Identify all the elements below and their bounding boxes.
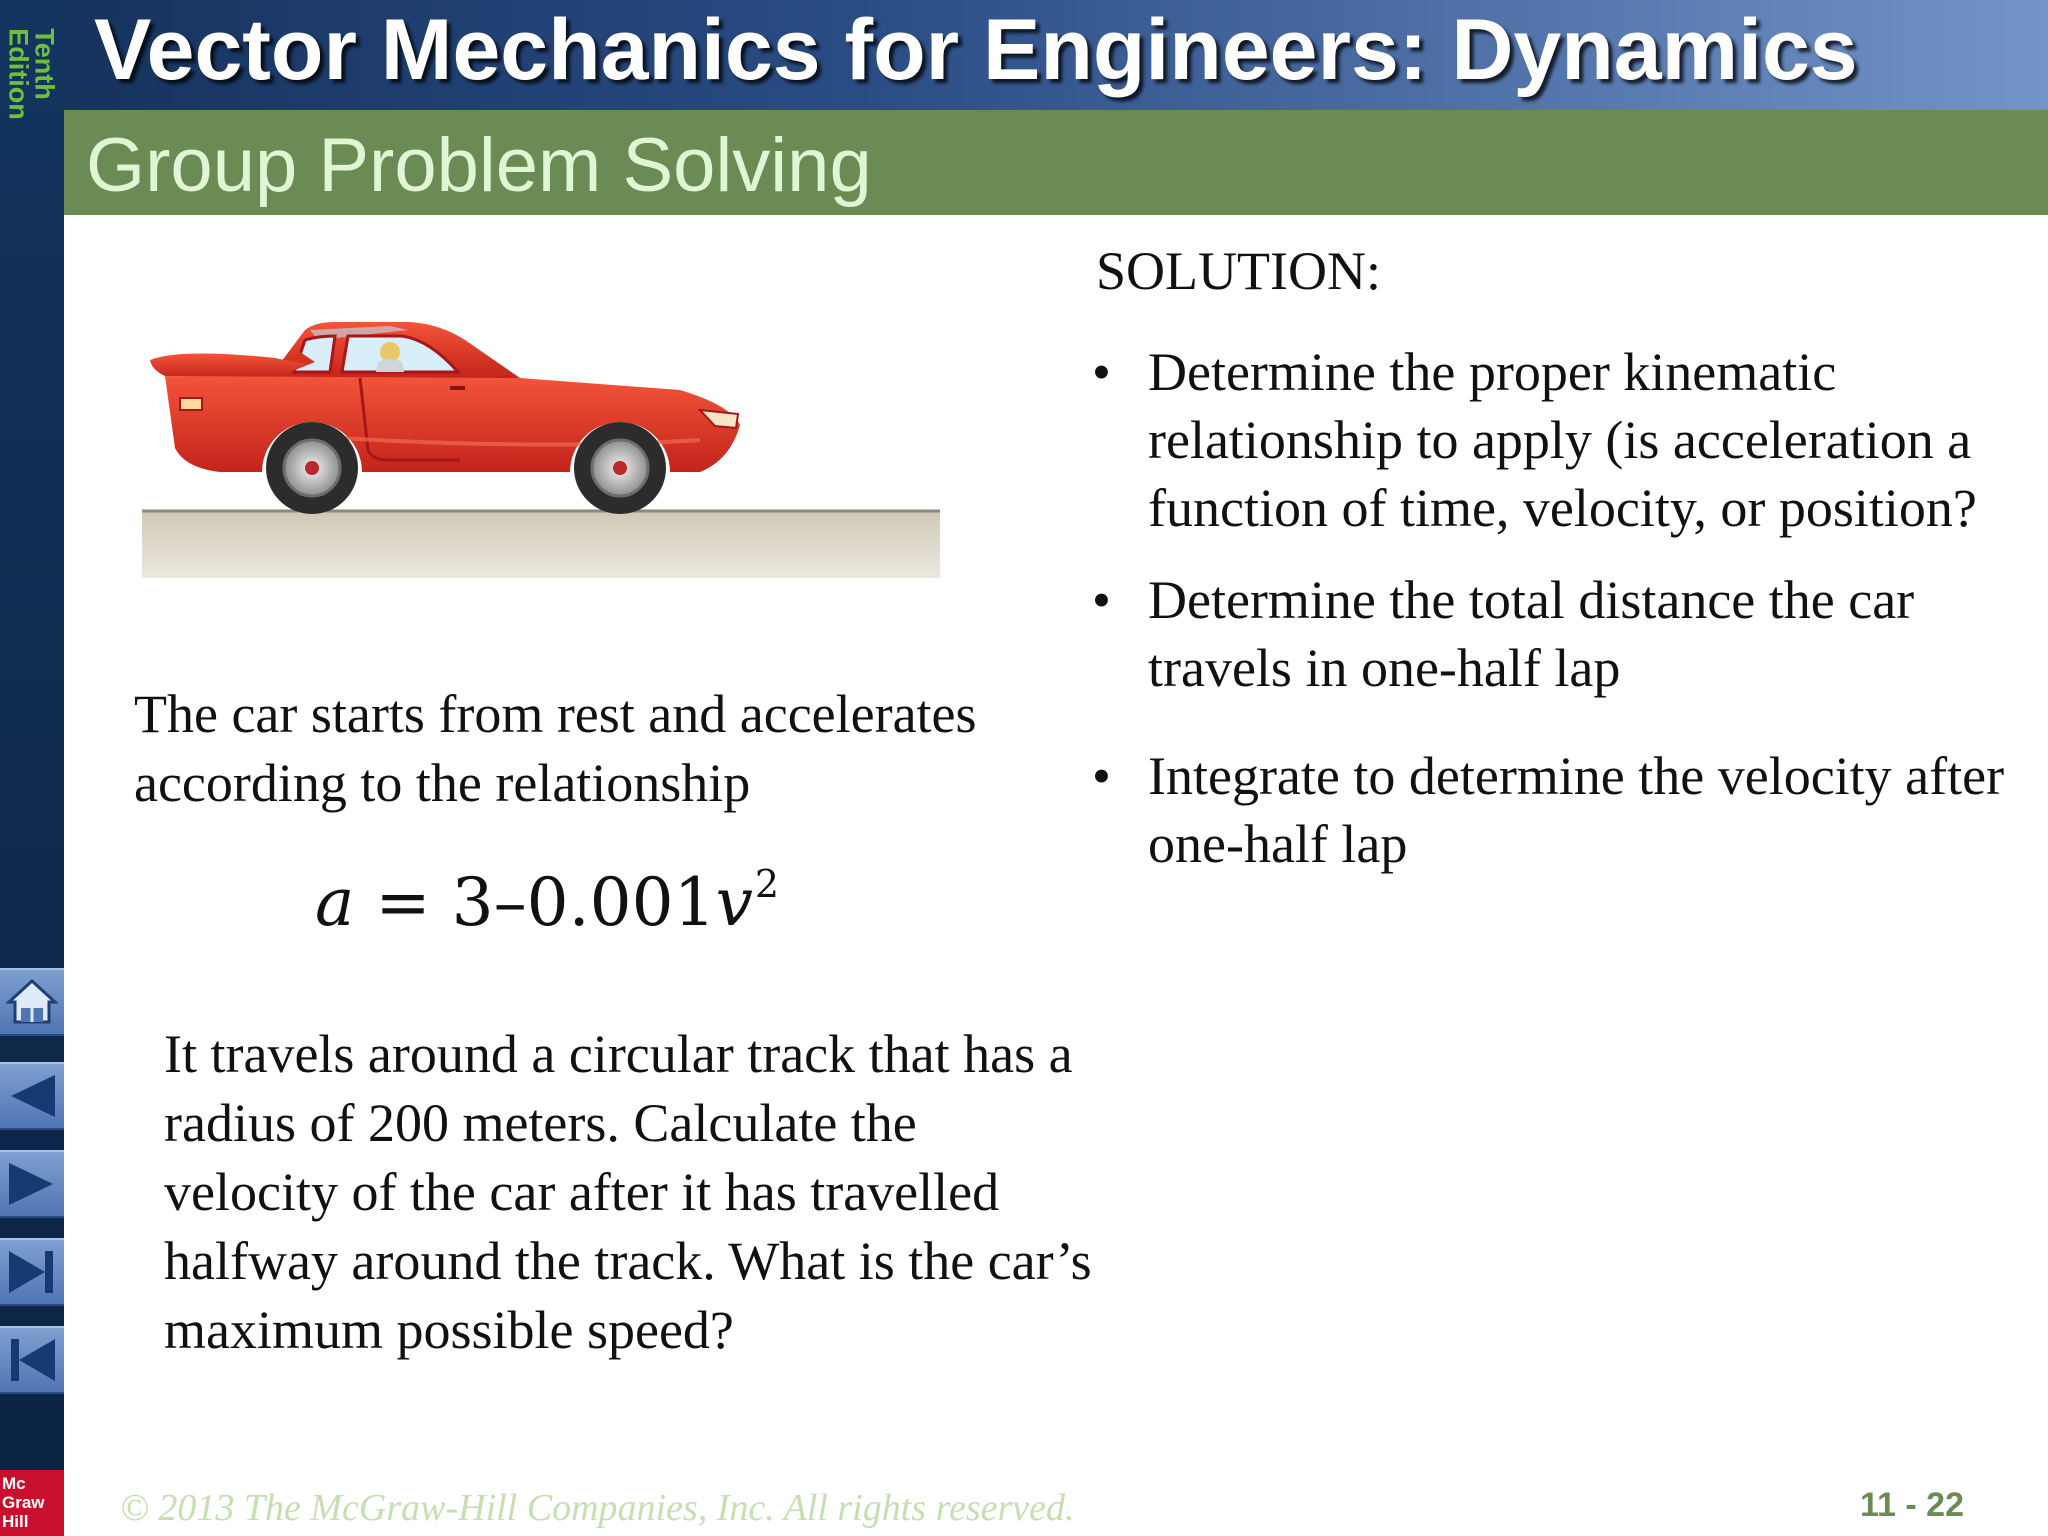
road <box>142 510 940 578</box>
slide-title: Group Problem Solving <box>86 123 872 208</box>
logo-line1: Mc <box>2 1474 26 1493</box>
problem-body: It travels around a circular track that has a radius of 200 meters. Calculate the velocity of the car after it has travelled halfway around the track. What is the car’s maximum possible speed? <box>164 1024 1092 1360</box>
step-text: Integrate to determine the velocity after one-half lap <box>1148 746 2005 874</box>
left-sidebar <box>0 0 64 1536</box>
solution-step <box>1092 566 2012 702</box>
bullet: • <box>1092 746 1111 806</box>
step-text: Determine the proper kinematic relationship to apply (is acceleration a function of time, velocity, or position? <box>1148 342 1977 538</box>
title-bar <box>64 0 2048 110</box>
previous-button[interactable] <box>0 1062 64 1130</box>
edition-line1: Tenth <box>30 28 61 100</box>
next-icon <box>5 1157 59 1211</box>
home-button[interactable] <box>0 968 64 1036</box>
acceleration-equation <box>315 862 779 941</box>
logo-line3: Hill <box>2 1512 29 1531</box>
car-illustration <box>140 300 940 590</box>
solution-heading: SOLUTION: <box>1096 241 1381 301</box>
page-number: 11 - 22 <box>1860 1486 1964 1524</box>
subtitle-bar <box>64 110 2048 215</box>
solution-steps <box>1092 338 2012 878</box>
eq-minus: – <box>493 864 527 941</box>
step-text: Determine the total distance the car travels in one-half lap <box>1148 570 1915 698</box>
book-title: Vector Mechanics for Engineers: Dynamics <box>94 2 1858 98</box>
eq-const: 3 <box>451 864 494 941</box>
last-icon <box>5 1245 59 1299</box>
problem-intro: The car starts from rest and accelerates according to the relationship <box>134 684 977 813</box>
next-button[interactable] <box>0 1150 64 1218</box>
edition-line2: Edition <box>4 28 35 120</box>
eq-var: v <box>715 864 753 941</box>
eq-exponent: 2 <box>754 862 780 906</box>
first-slide-button[interactable] <box>0 1326 64 1394</box>
eq-equals: = <box>375 864 431 941</box>
home-icon <box>5 975 59 1029</box>
mcgraw-hill-logo <box>0 1470 64 1536</box>
last-slide-button[interactable] <box>0 1238 64 1306</box>
bullet: • <box>1092 342 1111 402</box>
copyright-notice: © 2013 The McGraw-Hill Companies, Inc. All rights reserved. <box>120 1487 1075 1529</box>
previous-icon <box>5 1069 59 1123</box>
front-wheel <box>574 422 666 514</box>
rear-wheel <box>266 422 358 514</box>
solution-step <box>1092 742 2012 878</box>
logo-line2: Graw <box>2 1493 45 1512</box>
solution-step <box>1092 338 2012 542</box>
bullet: • <box>1092 570 1111 630</box>
edition-label <box>0 0 64 130</box>
eq-coef: 0.001 <box>526 864 716 941</box>
first-icon <box>5 1333 59 1387</box>
eq-lhs: a <box>315 864 355 941</box>
